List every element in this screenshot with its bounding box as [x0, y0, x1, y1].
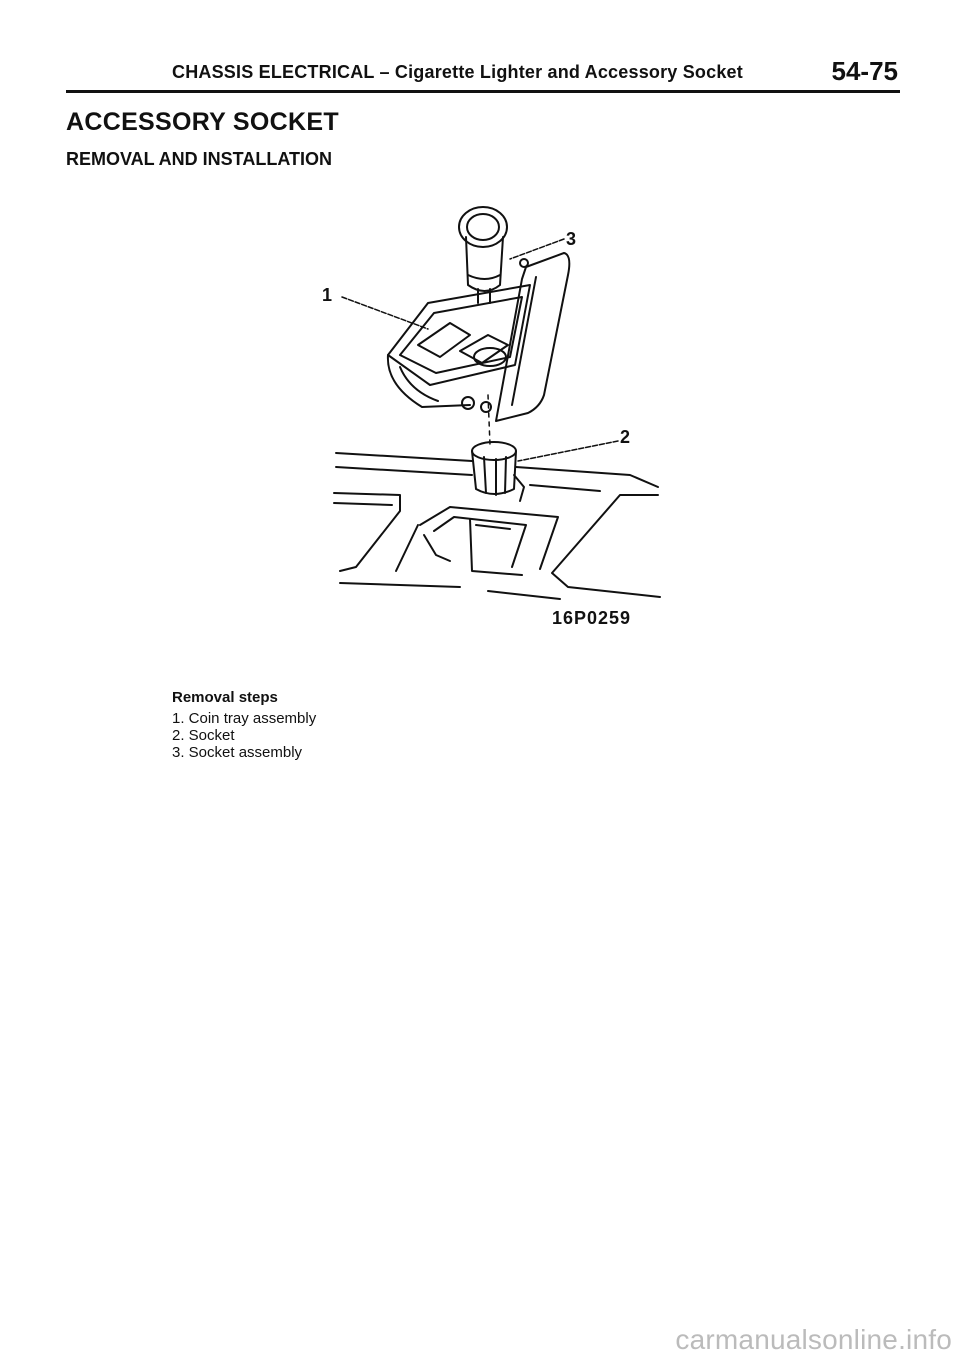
exploded-diagram: [300, 195, 700, 635]
page-header: [66, 56, 900, 93]
removal-steps-heading: Removal steps: [172, 689, 278, 706]
sub-title: REMOVAL AND INSTALLATION: [66, 149, 332, 169]
removal-steps: [172, 689, 316, 761]
section-title: ACCESSORY SOCKET: [66, 108, 339, 136]
callout-2: 2: [620, 427, 631, 447]
header-title: CHASSIS ELECTRICAL – Cigarette Lighter and Accessory Socket: [172, 62, 743, 82]
removal-step: 3. Socket assembly: [172, 744, 303, 761]
figure-code: 16P0259: [552, 608, 632, 628]
watermark: carmanualsonline.info: [675, 1324, 952, 1355]
socket-assembly-drawing: [459, 207, 507, 303]
diagram-drawing: [300, 195, 700, 635]
callout-3: 3: [566, 229, 577, 249]
socket-drawing: [472, 442, 524, 501]
removal-step: 1. Coin tray assembly: [172, 710, 317, 727]
removal-step: 2. Socket: [172, 727, 235, 744]
callout-1: 1: [322, 285, 333, 305]
page-number: 54-75: [831, 56, 898, 86]
